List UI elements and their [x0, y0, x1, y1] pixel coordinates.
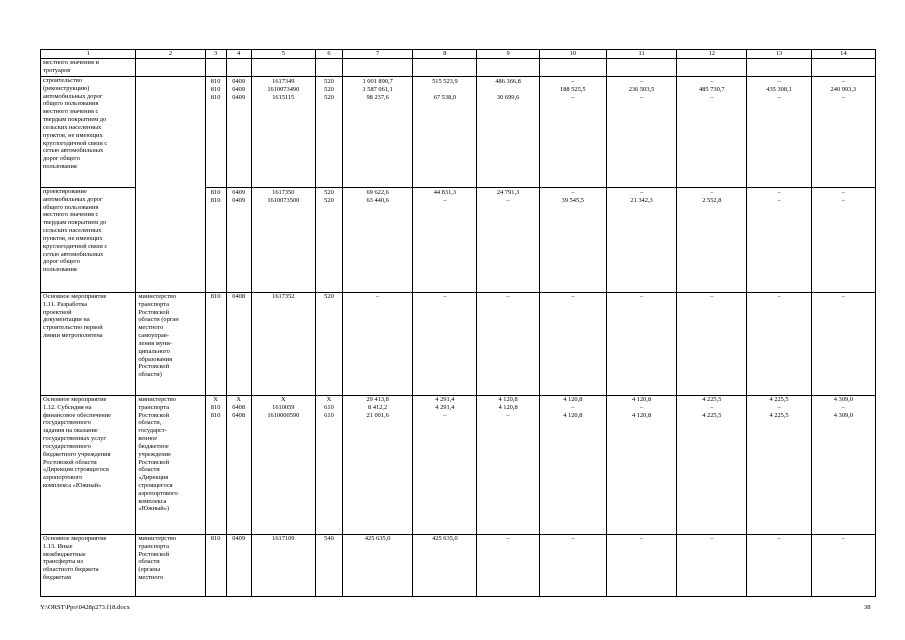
amount-cell: [606, 77, 676, 188]
cell-value: 1610000590: [267, 411, 300, 419]
amount-cell: [747, 535, 811, 597]
cell-value: 1617350: [272, 189, 295, 196]
cell-value: 4 225,5: [702, 411, 722, 419]
cell-value: X: [326, 396, 332, 403]
cell-value: 610: [324, 411, 334, 419]
cell-value: 1617349: [272, 78, 295, 85]
amount-cell: [677, 535, 747, 597]
header-cell: 12: [677, 50, 747, 59]
cell-value: 810: [210, 78, 221, 85]
cell-value: –: [443, 293, 447, 300]
amount-cell: [811, 59, 875, 77]
table-row: [41, 396, 876, 535]
cell-value: 24 791,3: [496, 189, 520, 196]
amount-cell: [343, 59, 413, 77]
cell-value: 520: [324, 189, 334, 196]
amount-cell: [343, 77, 413, 188]
code-cell: [226, 396, 251, 535]
executor-cell: [136, 77, 205, 188]
amount-cell: [677, 77, 747, 188]
amount-cell: [606, 396, 676, 535]
code-cell: [205, 188, 226, 293]
amount-cell: [747, 396, 811, 535]
cell-value: –: [841, 189, 845, 196]
code-cell: [226, 535, 251, 597]
cell-value: [479, 86, 536, 94]
amount-cell: [606, 293, 676, 396]
cell-value: [415, 86, 474, 94]
code-cell: [315, 188, 342, 293]
cell-value: –: [710, 189, 714, 196]
header-cell: 1: [41, 50, 136, 59]
amount-cell: [677, 293, 747, 396]
cell-value: 4 120,8: [563, 396, 583, 403]
cell-value: 1610073490: [267, 85, 300, 93]
cell-value: –: [571, 403, 575, 411]
code-cell: [226, 188, 251, 293]
code-cell: [205, 535, 226, 597]
cell-value: –: [506, 411, 510, 419]
cell-value: –: [506, 196, 510, 204]
header-cell: 13: [747, 50, 811, 59]
header-cell: 11: [606, 50, 676, 59]
measure-name-cell: Основное мероприятие 1.12. Субсидия на финансовое обеспечение государственного задания на оказание государственных услуг государственного бюджетного учреждения Ростовской области «Дирекция строящегося аэропортового комплекса «Южный»: [41, 396, 136, 535]
code-cell: [251, 188, 315, 293]
cell-value: 98 237,6: [366, 93, 389, 101]
header-cell: 4: [226, 50, 251, 59]
cell-value: 810: [210, 411, 221, 419]
cell-value: 1615115: [272, 93, 295, 101]
cell-value: 0408: [232, 403, 246, 411]
amount-cell: [747, 293, 811, 396]
cell-value: 810: [210, 196, 221, 204]
cell-value: –: [841, 293, 845, 300]
cell-value: 4 309,0: [833, 396, 853, 403]
cell-value: 810: [210, 403, 221, 411]
code-cell: [251, 293, 315, 396]
cell-value: 1 001 890,7: [362, 78, 393, 85]
cell-value: 8 412,2: [368, 403, 388, 411]
cell-value: –: [571, 189, 575, 196]
cell-value: –: [841, 93, 845, 101]
amount-cell: [477, 396, 539, 535]
cell-value: 0408: [232, 293, 246, 300]
amount-cell: [811, 188, 875, 293]
amount-cell: [413, 77, 477, 188]
header-cell: 9: [477, 50, 539, 59]
amount-cell: [539, 77, 606, 188]
cell-value: X: [213, 396, 218, 403]
header-cell: 8: [413, 50, 477, 59]
cell-value: –: [710, 78, 714, 85]
amount-cell: [606, 59, 676, 77]
cell-value: 0409: [232, 78, 246, 85]
cell-value: 810: [210, 85, 221, 93]
executor-cell: [136, 59, 205, 77]
code-cell: [315, 396, 342, 535]
amount-cell: [413, 188, 477, 293]
amount-cell: [811, 77, 875, 188]
cell-value: 520: [324, 196, 334, 204]
code-cell: [315, 59, 342, 77]
cell-value: –: [639, 93, 644, 101]
amount-cell: [606, 188, 676, 293]
measure-name-cell: Основное мероприятие 1.13. Иные межбюджетные трансферты из областного бюджета бюджетам: [41, 535, 136, 597]
cell-value: 63 440,6: [366, 196, 389, 204]
cell-value: 520: [324, 293, 334, 300]
amount-cell: [606, 535, 676, 597]
cell-value: 0409: [232, 189, 246, 196]
header-cell: 2: [136, 50, 205, 59]
amount-cell: [343, 396, 413, 535]
cell-value: 4 225,5: [769, 411, 789, 419]
table-row: [41, 188, 876, 293]
amount-cell: [477, 293, 539, 396]
code-cell: [205, 59, 226, 77]
amount-cell: [477, 59, 539, 77]
amount-cell: [477, 188, 539, 293]
cell-value: –: [376, 293, 380, 300]
cell-value: X: [236, 396, 241, 403]
cell-value: 4 120,8: [631, 411, 652, 419]
cell-value: –: [841, 403, 845, 411]
cell-value: 486 366,8: [495, 78, 521, 85]
cell-value: –: [571, 293, 575, 300]
amount-cell: [747, 188, 811, 293]
amount-cell: [413, 59, 477, 77]
cell-value: 4 291,4: [435, 403, 455, 411]
cell-value: –: [710, 293, 714, 300]
amount-cell: [343, 188, 413, 293]
amount-cell: [413, 396, 477, 535]
cell-value: –: [571, 93, 575, 101]
cell-value: 2 552,8: [702, 196, 722, 204]
amount-cell: [539, 188, 606, 293]
header-cell: 5: [251, 50, 315, 59]
table-row: [41, 59, 876, 77]
measure-name-cell: Основное мероприятие 1.11. Разработка проектной документации на строительство первой линии метрополитена: [41, 293, 136, 396]
cell-value: –: [710, 403, 714, 411]
cell-value: –: [710, 535, 714, 542]
header-cell: 14: [811, 50, 875, 59]
amount-cell: [413, 535, 477, 597]
amount-cell: [811, 396, 875, 535]
amount-cell: [677, 396, 747, 535]
cell-value: –: [639, 293, 644, 300]
cell-value: –: [506, 293, 510, 300]
header-cell: 7: [343, 50, 413, 59]
measure-name-cell: строительство (реконструкцию) автомобильных дорог общего пользования местного значения с твердым покрытием до сельских населенных пунктов, не имеющих круглогодичной связи с сетью автомобильных дорог общего пользования: [41, 77, 136, 188]
cell-value: –: [506, 535, 510, 542]
cell-value: –: [710, 93, 714, 101]
cell-value: 0409: [232, 85, 246, 93]
cell-value: 69 622,6: [366, 189, 389, 196]
cell-value: –: [777, 93, 781, 101]
executor-cell: министерство транспорта Ростовской области (орган местного самоуправ- ления муни- ципального образования Ростовской области): [136, 293, 205, 396]
cell-value: 4 225,5: [702, 396, 722, 403]
cell-value: –: [777, 189, 781, 196]
cell-value: –: [777, 535, 781, 542]
cell-value: 29 413,8: [366, 396, 389, 403]
cell-value: 236 503,5: [628, 85, 655, 93]
amount-cell: [677, 59, 747, 77]
code-cell: [315, 293, 342, 396]
cell-value: –: [639, 189, 644, 196]
amount-cell: [477, 77, 539, 188]
cell-value: 21 342,3: [630, 196, 653, 204]
amount-cell: [477, 535, 539, 597]
cell-value: –: [639, 535, 644, 542]
cell-value: X: [281, 396, 286, 403]
code-cell: [226, 77, 251, 188]
cell-value: 4 291,4: [435, 396, 455, 403]
code-cell: [251, 396, 315, 535]
code-cell: [205, 293, 226, 396]
code-cell: [315, 77, 342, 188]
amount-cell: [811, 535, 875, 597]
header-row: [41, 50, 876, 59]
cell-value: 515 523,9: [432, 78, 458, 85]
code-cell: [315, 535, 342, 597]
code-cell: [226, 293, 251, 396]
cell-value: 4 120,8: [498, 403, 518, 411]
code-cell: [205, 396, 226, 535]
cell-value: 240 993,3: [830, 85, 857, 93]
cell-value: –: [777, 293, 781, 300]
amount-cell: [343, 293, 413, 396]
cell-value: 4 120,8: [631, 396, 652, 403]
code-cell: [226, 59, 251, 77]
cell-value: 810: [210, 93, 221, 101]
page-number: 38: [864, 604, 871, 611]
cell-value: 0409: [232, 196, 246, 204]
cell-value: 30 699,6: [496, 93, 520, 101]
amount-cell: [413, 293, 477, 396]
cell-value: 1 587 061,1: [362, 85, 393, 93]
cell-value: –: [841, 196, 845, 204]
amount-cell: [747, 59, 811, 77]
amount-cell: [343, 535, 413, 597]
amount-cell: [539, 59, 606, 77]
amount-cell: [539, 293, 606, 396]
cell-value: –: [841, 78, 845, 85]
footer-file-path: Y:\ORST\Ppo\0428p273.f18.docx: [40, 604, 130, 611]
cell-value: –: [777, 78, 781, 85]
cell-value: –: [639, 403, 644, 411]
cell-value: 810: [210, 293, 221, 300]
amount-cell: [539, 535, 606, 597]
code-cell: [205, 77, 226, 188]
cell-value: 485 730,7: [699, 85, 725, 93]
cell-value: 540: [324, 535, 334, 542]
cell-value: 435 308,1: [766, 85, 792, 93]
cell-value: –: [443, 196, 447, 204]
header-cell: 10: [539, 50, 606, 59]
cell-value: 39 545,5: [561, 196, 584, 204]
budget-table: [40, 49, 876, 597]
cell-value: 4 225,5: [769, 396, 789, 403]
cell-value: 67 538,0: [433, 93, 457, 101]
cell-value: 1617109: [272, 535, 295, 542]
cell-value: 44 831,3: [433, 189, 457, 196]
amount-cell: [539, 396, 606, 535]
cell-value: –: [777, 196, 781, 204]
cell-value: 520: [324, 78, 334, 85]
cell-value: 425 635,0: [432, 535, 458, 542]
cell-value: 520: [324, 85, 334, 93]
cell-value: 4 309,0: [833, 411, 853, 419]
measure-name-cell: проектирование автомобильных дорог общего пользования местного значения с твердым покрытием до сельских населенных пунктов, не имеющих круглогодичной связи с сетью автомобильных дорог общего пользования: [41, 188, 136, 293]
cell-value: 1610059: [272, 403, 295, 411]
cell-value: 610: [324, 403, 334, 411]
cell-value: –: [841, 535, 845, 542]
cell-value: 810: [210, 189, 221, 196]
cell-value: 188 525,5: [560, 85, 586, 93]
amount-cell: [811, 293, 875, 396]
cell-value: 520: [324, 93, 334, 101]
header-cell: 6: [315, 50, 342, 59]
cell-value: 4 120,8: [563, 411, 583, 419]
cell-value: 0409: [232, 535, 246, 542]
cell-value: 1617352: [272, 293, 295, 300]
cell-value: 425 635,0: [364, 535, 391, 542]
code-cell: [251, 59, 315, 77]
cell-value: 0408: [232, 411, 246, 419]
cell-value: 810: [210, 535, 221, 542]
code-cell: [251, 77, 315, 188]
amount-cell: [677, 188, 747, 293]
amount-cell: [747, 77, 811, 188]
executor-cell: министерство транспорта Ростовской области, государст- венное бюджетное учреждение Ростовской области «Дирекция строящегося аэропортового комплекса «Южный»): [136, 396, 205, 535]
cell-value: –: [571, 535, 575, 542]
cell-value: –: [571, 78, 575, 85]
cell-value: –: [443, 411, 447, 419]
cell-value: 0409: [232, 93, 246, 101]
cell-value: –: [777, 403, 781, 411]
code-cell: [251, 535, 315, 597]
table-row: [41, 535, 876, 597]
measure-name-cell: местного значения и тротуаров: [41, 59, 136, 77]
cell-value: 21 001,6: [366, 411, 389, 419]
cell-value: –: [639, 78, 644, 85]
executor-cell: министерство транспорта Ростовской области (органы местного: [136, 535, 205, 597]
table-row: [41, 293, 876, 396]
cell-value: 1610073500: [267, 196, 300, 204]
header-cell: 3: [205, 50, 226, 59]
cell-value: 4 120,8: [498, 396, 518, 403]
table-row: [41, 77, 876, 188]
executor-cell: [136, 188, 205, 293]
